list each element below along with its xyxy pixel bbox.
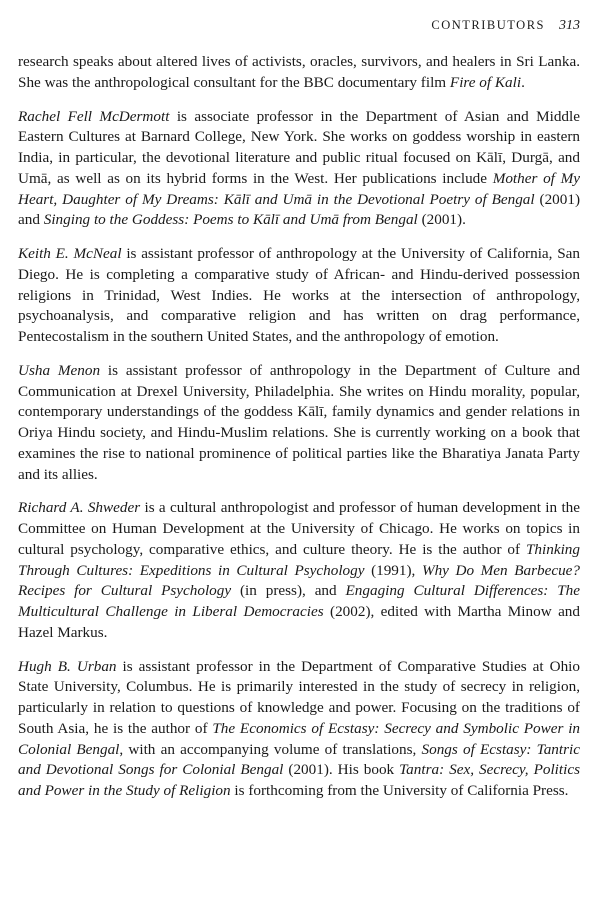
contributor-entry (18, 498, 580, 643)
entry-text: is a cultural anthropologist and professor of human development in the Committee on Human Development at the University of Chicago. He works on topics in cultural psychology, comparative ethics, and culture theory. He is the author of (18, 499, 581, 558)
entry-text: is assistant professor of anthropology in the Department of Culture and Communication at Drexel University, Philadelphia. She writes on Hindu morality, popular, contemporary understandings of the goddess Kālī, family dynamics and gender relations in Oriya Hindu society, and Hindu-Muslim relations. She is currently working on a book that examines the rise to national prominence of political parties like the Bharatiya Janata Party and its allies. (18, 361, 580, 483)
film-title: Fire of Kali (449, 73, 522, 91)
entry-text: is forthcoming from the University of California Press. (230, 782, 569, 799)
contributor-name: Usha Menon (18, 361, 101, 379)
book-title: Engaging Cultural Differences: The Multicultural Challenge in Liberal Democracies (18, 582, 580, 620)
contributor-name: Keith E. McNeal (18, 245, 122, 262)
book-title: Singing to the Goddess: Poems to Kālī and Umā from Bengal (43, 211, 418, 229)
entry-text: (in press), and (231, 582, 346, 600)
book-title: Tantra: Sex, Secrecy, Politics and Power in the Study of Religion (18, 761, 580, 799)
entry-text: (1991), (364, 561, 422, 579)
entry-text: (2001). His book (283, 761, 400, 779)
entry-text: . (521, 73, 525, 91)
entry-text: is associate professor in the Department of Asian and Middle Eastern Cultures at Barnard College, New York. She works on goddess worship in eastern India, in particular, the devotional literature and public ritual focused on Kālī, Durgā, and Umā, as well as on its hybrid forms in the West. Her publications include (18, 107, 580, 187)
entry-text: , with an accompanying volume of translations, (119, 740, 422, 758)
entry-text: (2001) and (18, 190, 581, 229)
page-number: 313 (559, 18, 580, 33)
contributor-entry (18, 361, 580, 486)
contributor-entry (18, 657, 580, 802)
running-head-title: CONTRIBUTORS (431, 18, 545, 32)
entry-text: (2001). (417, 211, 466, 229)
book-title: Thinking Through Cultures: Expeditions in Cultural Psychology (18, 540, 580, 579)
entry-text: is assistant professor of anthropology at the University of California, San Diego. He is completing a comparative study of African- and Hindu-derived possession religions in Trinidad, West Indies. He works at the intersection of anthropology, psychoanalysis, and comparative religion and has written on drag performance, Pentecostalism in the southern United States, and the anthropology of emotion. (18, 245, 580, 345)
entry-text: (2002), edited with Martha Minow and Hazel Markus. (18, 603, 580, 641)
contributors-text (18, 52, 580, 815)
contributor-entry-continued (18, 52, 580, 94)
book-title: Why Do Men Barbecue? Recipes for Cultural Psychology (18, 561, 580, 600)
contributor-entry (18, 107, 580, 232)
contributor-name: Hugh B. Urban (18, 657, 117, 675)
book-title: The Economics of Ecstasy: Secrecy and Symbolic Power in Colonial Bengal (18, 719, 581, 758)
entry-text: is assistant professor in the Department of Comparative Studies at Ohio State University, Columbus. He is primarily interested in the study of secrecy in religion, particularly in relation to questions of knowledge and power. Focusing on the traditions of South Asia, he is the author of (18, 657, 580, 737)
running-head (431, 18, 580, 34)
contributor-name: Richard A. Shweder (18, 499, 141, 517)
entry-text: research speaks about altered lives of activists, oracles, survivors, and healers in Sri Lanka. She was the anthropological consultant for the BBC documentary film (18, 53, 580, 91)
book-title: Mother of My Heart, Daughter of My Dreams: Kālī and Umā in the Devotional Poetry of Bengal (18, 169, 580, 208)
contributor-entry (18, 244, 580, 348)
contributor-name: Rachel Fell McDermott (18, 107, 170, 125)
book-title: Songs of Ecstasy: Tantric and Devotional Songs for Colonial Bengal (18, 740, 580, 779)
